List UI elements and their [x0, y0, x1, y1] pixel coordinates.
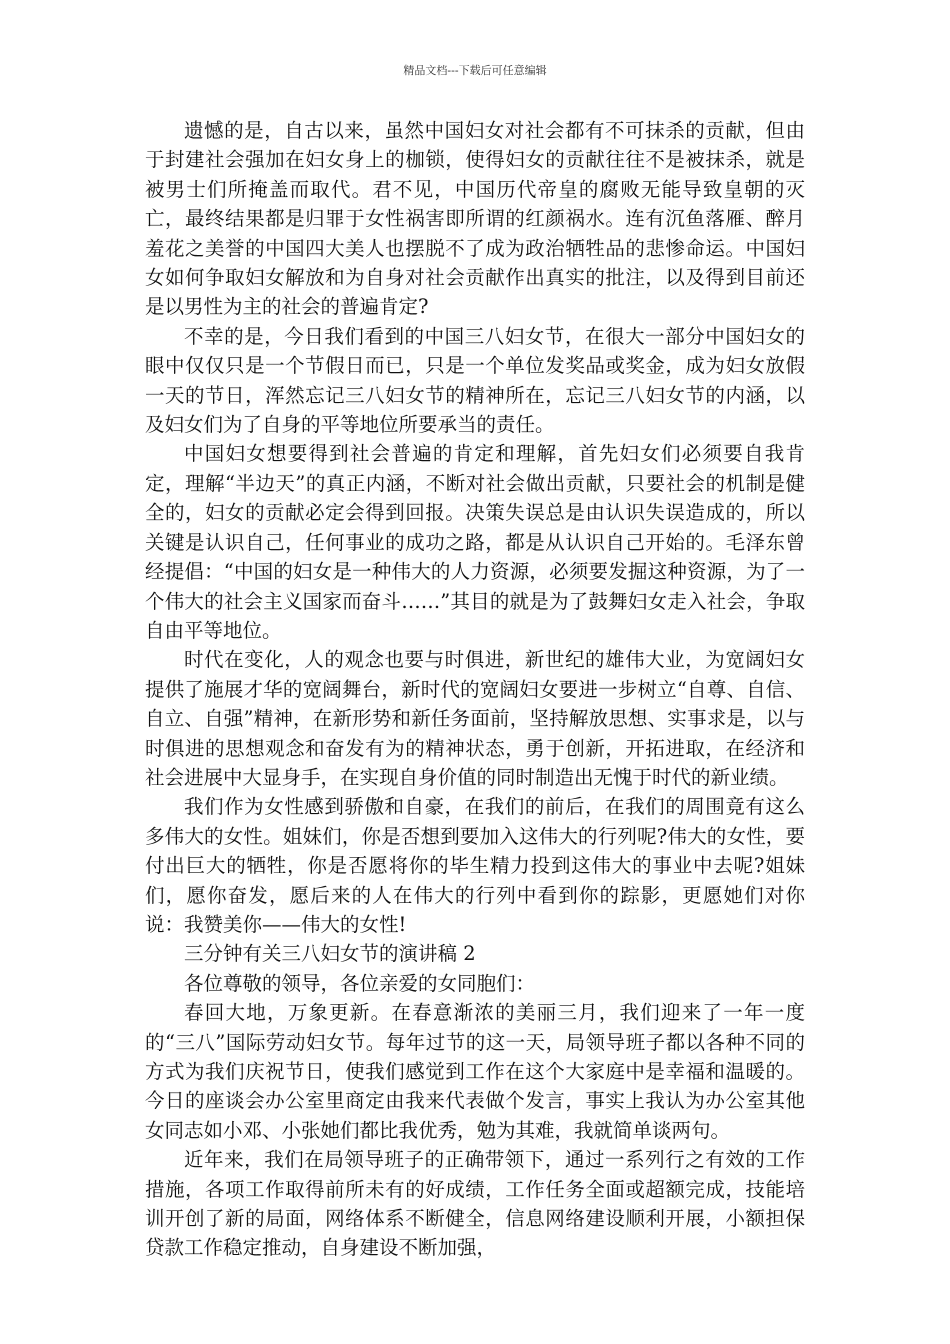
paragraph: 近年来，我们在局领导班子的正确带领下，通过一系列行之有效的工作措施，各项工作取得前所未有的好成绩，工作任务全面或超额完成，技能培训开创了新的局面，网络体系不断健全，信息网络建设顺利开展，小额担保贷款工作稳定推动，自身建设不断加强，: [145, 1148, 805, 1260]
page-header: 精品文档---下载后可任意编辑: [403, 64, 547, 77]
section-title: 三分钟有关三八妇女节的演讲稿 2: [184, 942, 476, 966]
paragraph: 我们作为女性感到骄傲和自豪，在我们的前后，在我们的周围竟有这么多伟大的女性。姐妹们，你是否想到要加入这伟大的行列呢?伟大的女性，要付出巨大的牺牲，你是否愿将你的毕生精力投到这伟大的事业中去呢?姐妹们，愿你奋发，愿后来的人在伟大的行列中看到你的踪影，更愿她们对你说：我赞美你——伟大的女性!: [145, 795, 805, 936]
paragraph: 遗憾的是，自古以来，虽然中国妇女对社会都有不可抹杀的贡献，但由于封建社会强加在妇女身上的枷锁，使得妇女的贡献往往不是被抹杀，就是被男士们所掩盖而取代。君不见，中国历代帝皇的腐败无能导致皇朝的灭亡，最终结果都是归罪于女性祸害即所谓的红颜祸水。连有沉鱼落雁、醉月羞花之美誉的中国四大美人也摆脱不了成为政治牺牲品的悲惨命运。中国妇女如何争取妇女解放和为自身对社会贡献作出真实的批注，以及得到目前还是以男性为主的社会的普遍肯定?: [145, 119, 805, 319]
salutation: 各位尊敬的领导，各位亲爱的女同胞们：: [184, 971, 536, 995]
paragraph: 不幸的是，今日我们看到的中国三八妇女节，在很大一部分中国妇女的眼中仅仅只是一个节假日而已，只是一个单位发奖品或奖金，成为妇女放假一天的节日，浑然忘记三八妇女节的精神所在，忘记三八妇女节的内涵，以及妇女们为了自身的平等地位所要承当的责任。: [145, 324, 805, 437]
paragraph: 时代在变化，人的观念也要与时俱进，新世纪的雄伟大业，为宽阔妇女提供了施展才华的宽阔舞台，新时代的宽阔妇女要进一步树立“自尊、自信、自立、自强”精神，在新形势和新任务面前，坚持解放思想、实事求是，以与时俱进的思想观念和奋发有为的精神状态，勇于创新，开拓进取，在经济和社会进展中大显身手，在实现自身价值的同时制造出无愧于时代的新业绩。: [145, 648, 805, 789]
paragraph: 春回大地，万象更新。在春意渐浓的美丽三月，我们迎来了一年一度的“三八”国际劳动妇女节。每年过节的这一天，局领导班子都以各种不同的方式为我们庆祝节日，使我们感觉到工作在这个大家庭中是幸福和温暖的。今日的座谈会办公室里商定由我来代表做个发言，事实上我认为办公室其他女同志如小邓、小张她们都比我优秀，勉为其难，我就简单谈两句。: [145, 1001, 805, 1142]
paragraph: 中国妇女想要得到社会普遍的肯定和理解，首先妇女们必须要自我肯定，理解“半边天”的真正内涵，不断对社会做出贡献，只要社会的机制是健全的，妇女的贡献必定会得到回报。决策失误总是由认识失误造成的，所以关键是认识自己，任何事业的成功之路，都是从认识自己开始的。毛泽东曾经提倡：“中国的妇女是一种伟大的人力资源，必须要发掘这种资源，为了一个伟大的社会主义国家而奋斗……”其目的就是为了鼓舞妇女走入社会，争取自由平等地位。: [145, 442, 805, 642]
document-body: [145, 116, 805, 1263]
